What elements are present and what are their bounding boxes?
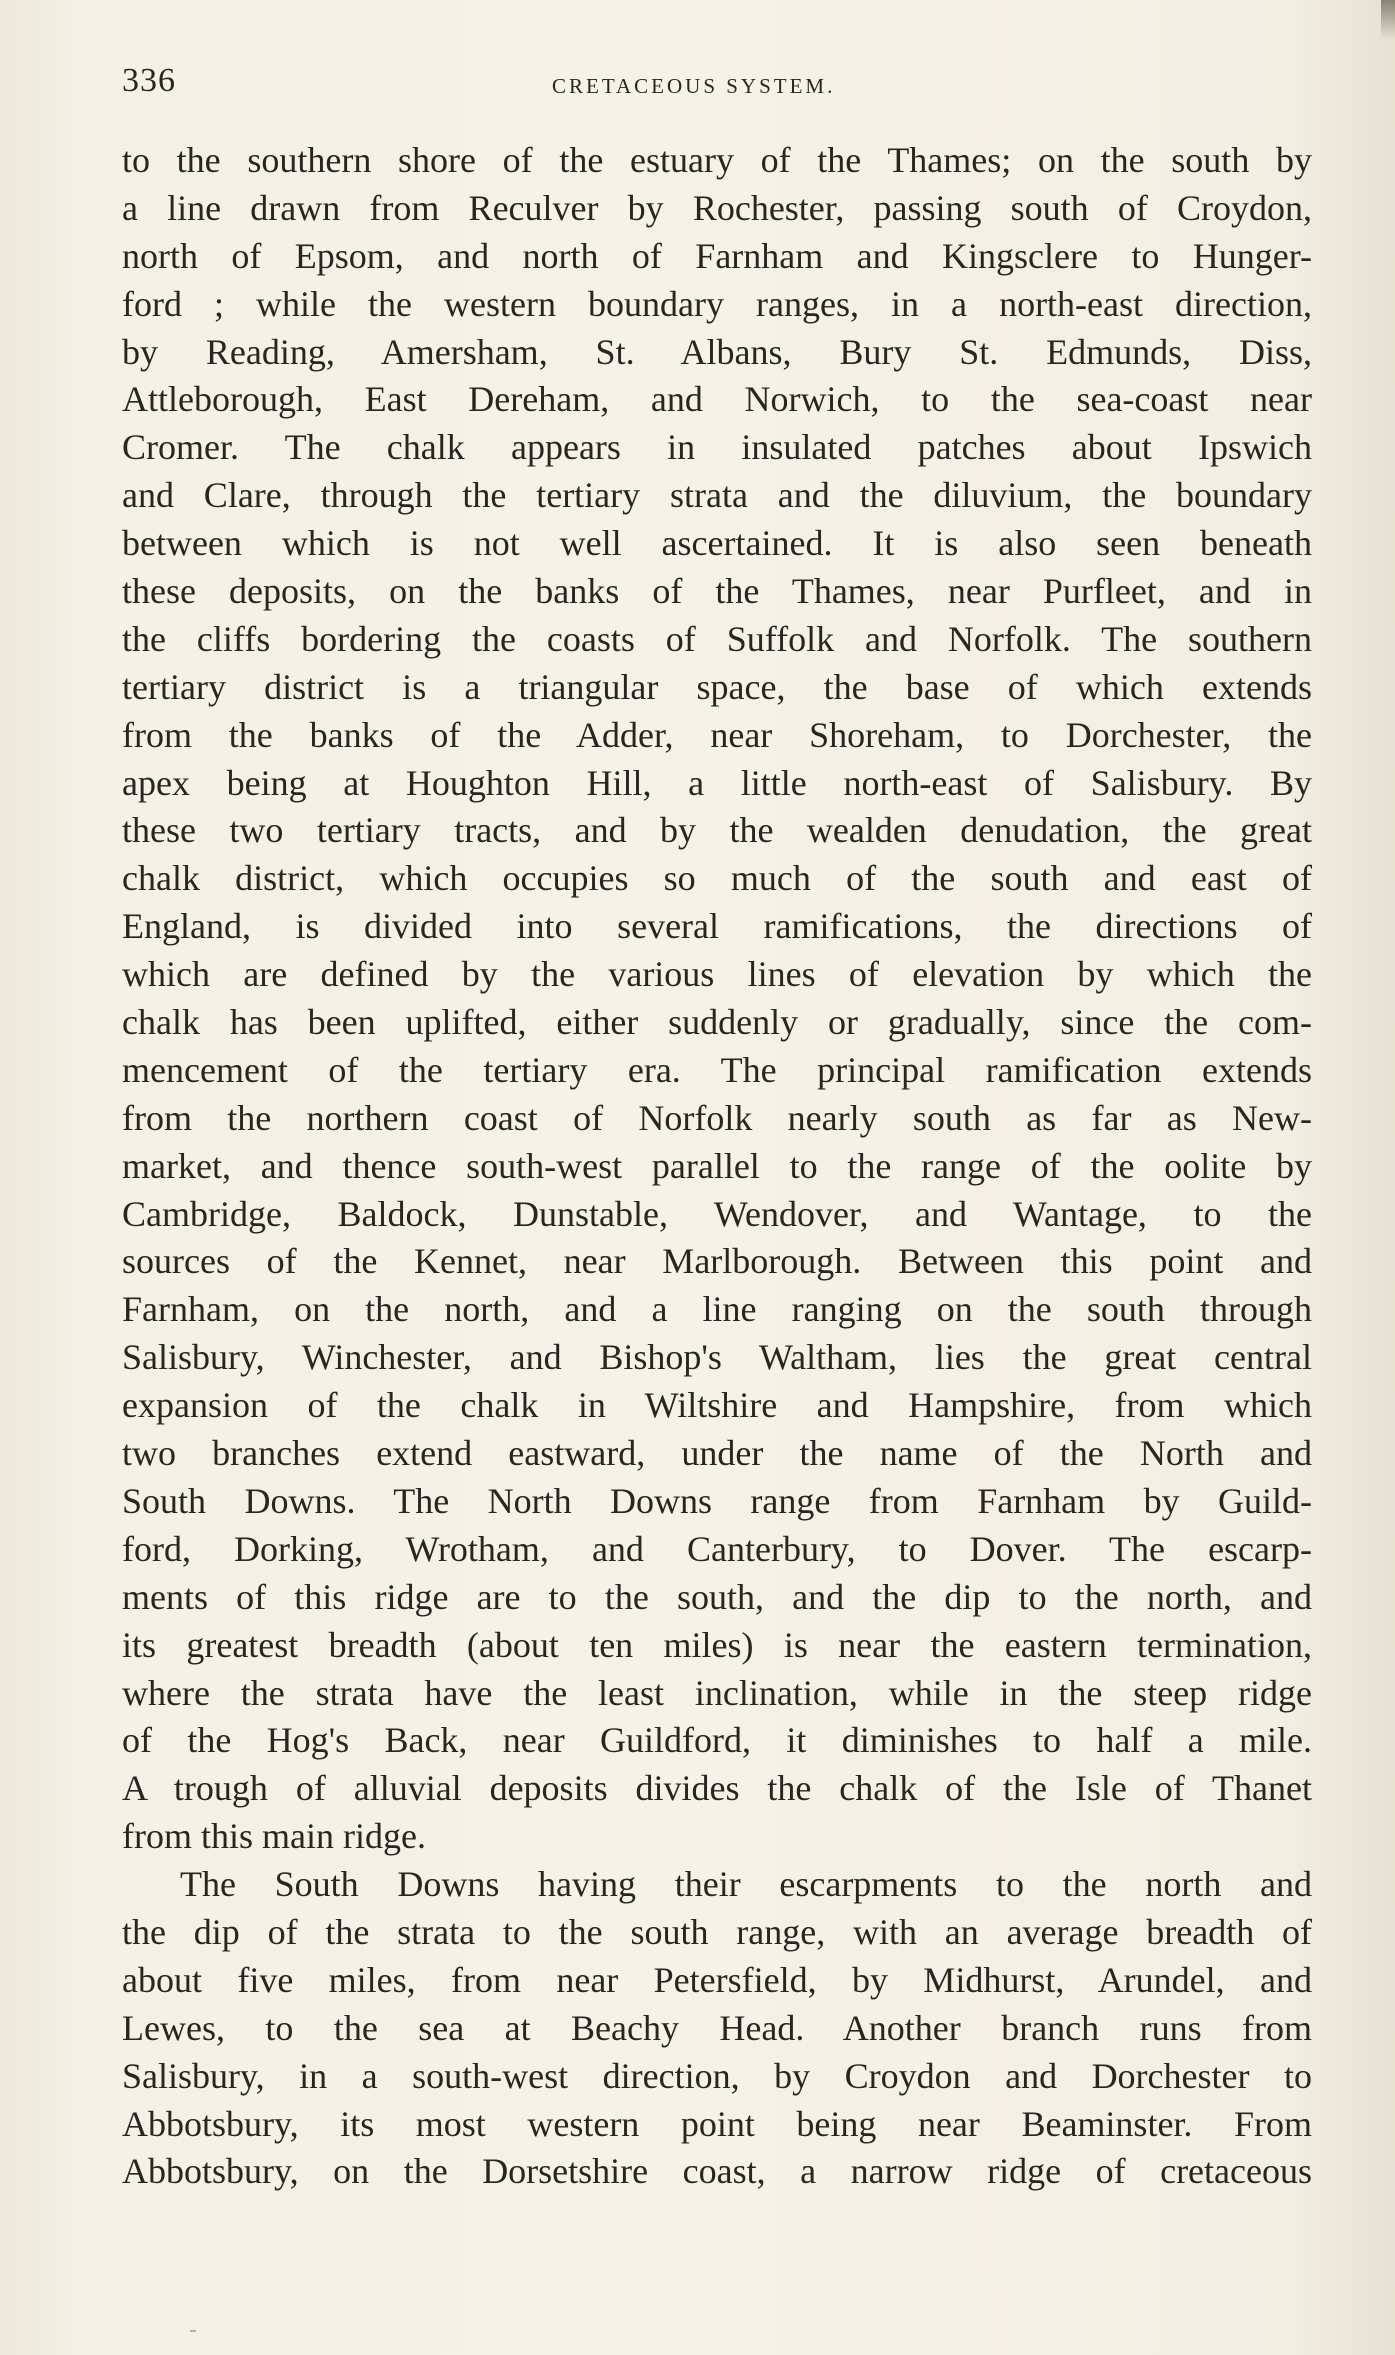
text-line: to the southern shore of the estuary of the Thames; on the south by (122, 140, 1312, 180)
text-line: Cromer. The chalk appears in insulated patches about Ipswich (122, 427, 1312, 468)
text-line: Farnham, on the north, and a line ranging on the south through (122, 1289, 1312, 1330)
text-line: Cambridge, Baldock, Dunstable, Wendover, and Wantage, to the (122, 1193, 1312, 1234)
text-line: Salisbury, Winchester, and Bishop's Waltham, lies the great central (122, 1337, 1312, 1378)
text-line: expansion of the chalk in Wiltshire and Hampshire, from which (122, 1385, 1312, 1426)
text-line: about five miles, from near Petersfield, by Midhurst, Arundel, and (122, 1959, 1312, 2000)
text-line: ford, Dorking, Wrotham, and Canterbury, to Dover. The escarp- (122, 1528, 1312, 1569)
paragraph-2 (122, 1861, 1312, 2196)
text-line: A trough of alluvial deposits divides the chalk of the Isle of Thanet (122, 1768, 1312, 1809)
text-line: two branches extend eastward, under the name of the North and (122, 1433, 1312, 1474)
text-line: Salisbury, in a south-west direction, by Croydon and Dorchester to (122, 2055, 1312, 2096)
text-line: sources of the Kennet, near Marlborough. Between this point and (122, 1241, 1312, 1282)
text-line: The South Downs having their escarpments to the north and (180, 1864, 1312, 1905)
text-line: its greatest breadth (about ten miles) is near the eastern termination, (122, 1624, 1312, 1665)
text-line: the cliffs bordering the coasts of Suffolk and Norfolk. The southern (122, 618, 1312, 659)
text-line: between which is not well ascertained. It is also seen beneath (122, 523, 1312, 564)
text-line: ments of this ridge are to the south, and the dip to the north, and (122, 1576, 1312, 1617)
body-text (122, 137, 1312, 2196)
text-line: which are defined by the various lines of elevation by which the (122, 954, 1312, 995)
text-line: and Clare, through the tertiary strata and the diluvium, the boundary (122, 475, 1312, 516)
page-header (122, 62, 1312, 102)
text-line: Attleborough, East Dereham, and Norwich, to the sea-coast near (122, 379, 1312, 420)
text-line: these deposits, on the banks of the Thames, near Purfleet, and in (122, 571, 1312, 612)
text-line: apex being at Houghton Hill, a little north-east of Salisbury. By (122, 762, 1312, 803)
text-line: from the banks of the Adder, near Shoreham, to Dorchester, the (122, 714, 1312, 755)
text-line: of the Hog's Back, near Guildford, it diminishes to half a mile. (122, 1720, 1312, 1761)
text-line: the dip of the strata to the south range, with an average breadth of (122, 1911, 1312, 1952)
text-line: market, and thence south-west parallel to the range of the oolite by (122, 1145, 1312, 1186)
text-line: tertiary district is a triangular space, the base of which extends (122, 666, 1312, 707)
text-line: north of Epsom, and north of Farnham and Kingsclere to Hunger- (122, 235, 1312, 276)
paragraph-1 (122, 137, 1312, 1861)
page-number: 336 (122, 62, 176, 99)
page-edge-shadow (1381, 0, 1395, 40)
text-line: a line drawn from Reculver by Rochester, passing south of Croydon, (122, 187, 1312, 228)
running-head: CRETACEOUS SYSTEM. (552, 74, 836, 98)
text-line: South Downs. The North Downs range from Farnham by Guild- (122, 1480, 1312, 1521)
text-line: ford ; while the western boundary ranges, in a north-east direction, (122, 283, 1312, 324)
text-line: where the strata have the least inclination, while in the steep ridge (122, 1672, 1312, 1713)
text-line: chalk has been uplifted, either suddenly or gradually, since the com- (122, 1002, 1312, 1043)
text-line: Abbotsbury, its most western point being near Beaminster. From (122, 2103, 1312, 2144)
text-line: Abbotsbury, on the Dorsetshire coast, a narrow ridge of cretaceous (122, 2151, 1312, 2192)
text-line: chalk district, which occupies so much of the south and east of (122, 858, 1312, 899)
text-line: England, is divided into several ramifications, the directions of (122, 906, 1312, 947)
footer-mark (190, 2330, 196, 2332)
text-line: these two tertiary tracts, and by the wealden denudation, the great (122, 810, 1312, 851)
text-line: by Reading, Amersham, St. Albans, Bury St. Edmunds, Diss, (122, 331, 1312, 372)
text-line: Lewes, to the sea at Beachy Head. Another branch runs from (122, 2007, 1312, 2048)
text-line: from the northern coast of Norfolk nearly south as far as New- (122, 1097, 1312, 1138)
text-line: mencement of the tertiary era. The principal ramification extends (122, 1049, 1312, 1090)
text-line: from this main ridge. (122, 1816, 426, 1857)
